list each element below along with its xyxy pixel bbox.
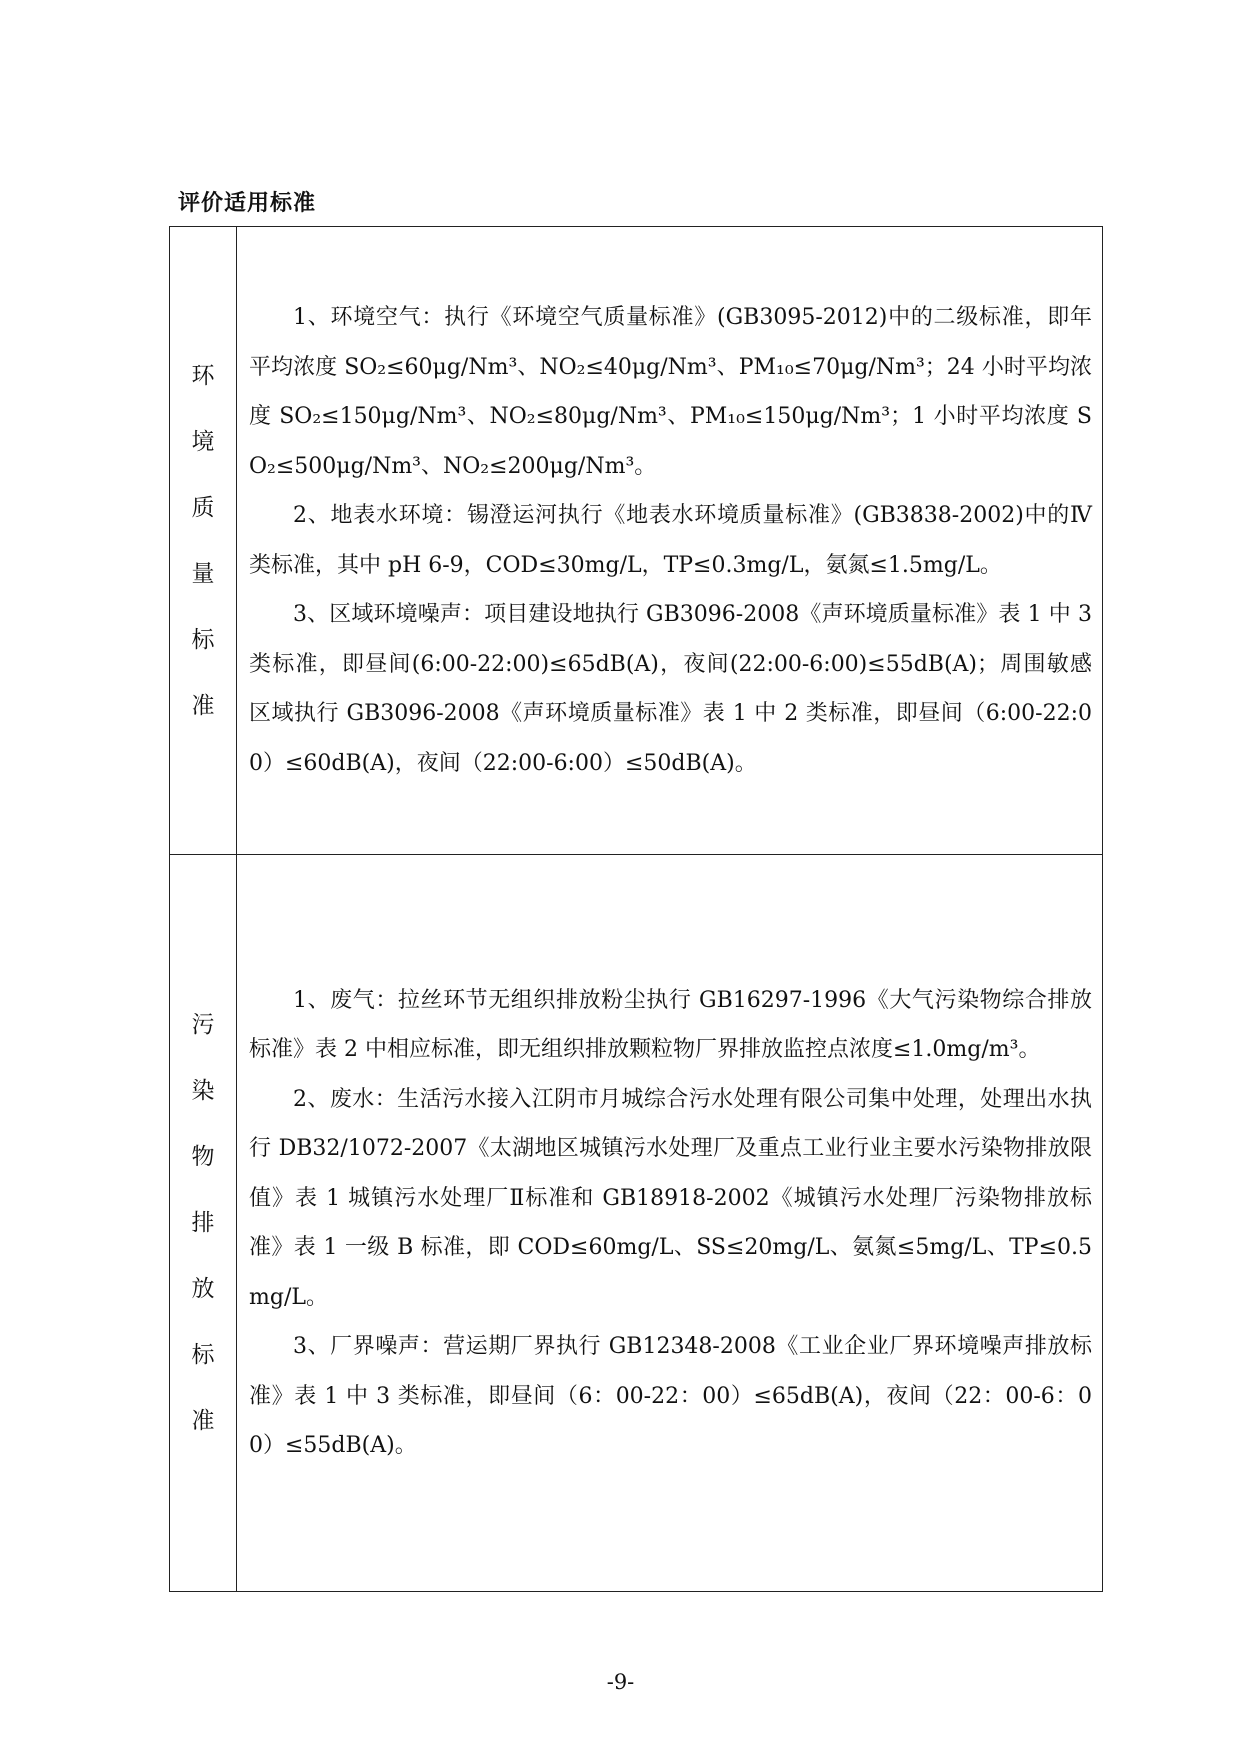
- category-char: 污: [191, 1012, 215, 1038]
- content-cell-pollutant-discharge: [237, 855, 1103, 1592]
- paragraph-area-noise: 3、区域环境噪声：项目建设地执行 GB3096-2008《声环境质量标准》表 1 中 3 类标准，即昼间(6:00-22:00)≤65dB(A)，夜间(22:00-6:00)≤55dB(A)；周围敏感区域执行 GB3096-2008《声环境质量标准》表 1 中 2 类标准，即昼间（6:00-22:00）≤60dB(A)，夜间（22:00-6:00）≤50dB(A)。: [249, 602, 1092, 776]
- category-char: 标: [191, 626, 215, 653]
- section-title: 评价适用标准: [178, 191, 317, 216]
- paragraph-ambient-air: 1、环境空气：执行《环境空气质量标准》(GB3095-2012)中的二级标准，即年平均浓度 SO₂≤60μg/Nm³、NO₂≤40μg/Nm³、PM₁₀≤70μg/Nm³；24 小时平均浓度 SO₂≤150μg/Nm³、NO₂≤80μg/Nm³、PM₁₀≤150μg/Nm³；1 小时平均浓度 SO₂≤500μg/Nm³、NO₂≤200μg/Nm³。: [249, 305, 1092, 479]
- page-number: -9-: [606, 1670, 635, 1694]
- paragraph-wastewater: 2、废水：生活污水接入江阴市月城综合污水处理有限公司集中处理，处理出水执行 DB32/1072-2007《太湖地区城镇污水处理厂及重点工业行业主要水污染物排放限值》表 1 城镇污水处理厂Ⅱ标准和 GB18918-2002《城镇污水处理厂污染物排放标准》表 1 一级 B 标准，即 COD≤60mg/L、SS≤20mg/L、氨氮≤5mg/L、TP≤0.5mg/L。: [249, 1086, 1092, 1310]
- category-char: 质: [191, 494, 215, 521]
- category-char: 排: [191, 1210, 215, 1236]
- category-cell-pollutant-discharge: [170, 855, 237, 1592]
- paragraph-surface-water: 2、地表水环境：锡澄运河执行《地表水环境质量标准》(GB3838-2002)中的Ⅳ类标准，其中 pH 6-9，COD≤30mg/L，TP≤0.3mg/L，氨氮≤1.5mg/L。: [249, 503, 1092, 578]
- category-char: 境: [191, 428, 215, 455]
- category-char: 物: [191, 1144, 215, 1170]
- table-row: [170, 855, 1103, 1592]
- category-char: 准: [191, 1408, 215, 1434]
- paragraph-boundary-noise: 3、厂界噪声：营运期厂界执行 GB12348-2008《工业企业厂界环境噪声排放标准》表 1 中 3 类标准，即昼间（6：00-22：00）≤65dB(A)，夜间（22：00-6：00）≤55dB(A)。: [249, 1334, 1092, 1458]
- table-row: [170, 227, 1103, 855]
- category-char: 放: [191, 1276, 215, 1302]
- content-cell-environmental-quality: [237, 227, 1103, 855]
- category-char: 准: [191, 692, 215, 719]
- paragraph-waste-gas: 1、废气：拉丝环节无组织排放粉尘执行 GB16297-1996《大气污染物综合排放标准》表 2 中相应标准，即无组织排放颗粒物厂界排放监控点浓度≤1.0mg/m³。: [249, 987, 1092, 1062]
- category-char: 环: [191, 362, 215, 389]
- category-cell-environmental-quality: [170, 227, 237, 855]
- standards-table: [169, 226, 1103, 1592]
- category-char: 标: [191, 1342, 215, 1368]
- category-char: 量: [191, 560, 215, 587]
- category-char: 染: [191, 1078, 215, 1104]
